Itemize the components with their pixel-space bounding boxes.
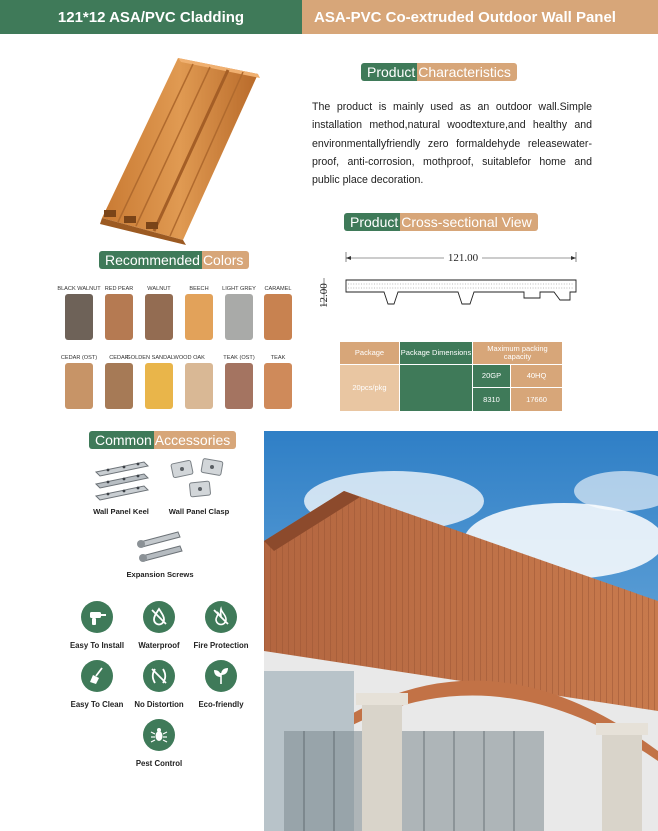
package-dimensions-header: Package Dimensions [400,342,472,364]
color-swatch-label: LIGHT GREY [222,285,256,292]
feature-eco-friendly [181,660,261,709]
feature-label: Easy To Install [69,641,125,650]
characteristics-title-green: Product [361,63,417,81]
wall-panel-keel-image [92,458,152,502]
color-swatch-label: BLACK WALNUT [57,285,101,292]
capacity-cell: 17660 [511,388,562,411]
color-swatch-label: TEAK [270,354,286,361]
characteristics-title [361,63,517,81]
water-drop-icon [143,601,175,633]
feature-label: Pest Control [135,759,183,768]
capacity-cell: 40HQ [511,365,562,387]
feature-label: Waterproof [138,641,180,650]
accessories-title-orange: Accessories [154,431,236,449]
capacity-cell: 20GP [473,365,510,387]
feature-fire-protection [181,601,261,650]
colors-title-green: Recommended [99,251,202,269]
leaf-icon [205,660,237,692]
characteristics-title-orange: Characteristics [417,63,517,81]
color-swatch [243,278,313,340]
package-dimensions-cell [400,365,472,411]
header-right-title: ASA-PVC Co-extruded Outdoor Wall Panel [302,0,658,34]
cross-section-width-label: 121.00 [447,252,479,264]
colors-title [99,251,249,269]
color-swatch-chip [264,363,292,409]
panel-product-image [88,50,268,245]
color-swatch-label: CEDAR [109,354,129,361]
colors-title-orange: Colors [202,251,249,269]
accessory-label: Wall Panel Clasp [168,507,230,516]
cross-section-title-green: Product [344,213,400,231]
accessories-title-green: Common [89,431,154,449]
page-header [0,0,658,34]
color-swatch-label: BEECH [189,285,209,292]
cross-section-diagram [314,248,584,312]
cross-section-title-orange: Cross-sectional View [400,213,537,231]
feature-pest-control [119,719,199,768]
color-swatch-label: OAK [193,354,205,361]
no-distortion-icon [143,660,175,692]
bug-icon [143,719,175,751]
characteristics-text: The product is mainly used as an outdoor wall.Simple installation method,natural woodtexture,and healthy and environmentallyfriendly zero formaldehyde releasewater-proof, anti-corrosion, mothproof, suitablefor home and public place decoration. [312,101,592,187]
package-value-cell: 20pcs/pkg [340,365,399,411]
color-swatch [243,347,313,409]
color-swatch-label: RED PEAR [104,285,134,292]
broom-icon [81,660,113,692]
color-swatch-label: WALNUT [147,285,171,292]
drill-icon [81,601,113,633]
accessories-title [89,431,236,449]
feature-label: Eco-friendly [198,700,244,709]
color-swatch-label: CEDAR (OST) [60,354,98,361]
color-swatch-label: TEAK (OST) [223,354,255,361]
feature-label: Fire Protection [193,641,249,650]
color-swatch-label: GOLDEN SANDALWOOD [126,354,192,361]
accessory-label: Expansion Screws [126,570,194,579]
header-left-title: 121*12 ASA/PVC Cladding [0,0,302,34]
color-swatch-label: CARAMEL [264,285,292,292]
building-photo [264,431,658,831]
color-swatch-chip [264,294,292,340]
capacity-cell: 8310 [473,388,510,411]
expansion-screws-image [134,528,186,564]
max-capacity-header: Maximum packing capacity [473,342,562,364]
flame-icon [205,601,237,633]
cross-section-height-label: 12.00 [318,283,330,308]
cross-section-title [344,213,538,231]
accessory-label: Wall Panel Keel [93,507,149,516]
wall-panel-clasp-image [168,458,230,502]
feature-label: No Distortion [134,700,184,709]
package-header: Package [340,342,399,364]
feature-label: Easy To Clean [70,700,124,709]
